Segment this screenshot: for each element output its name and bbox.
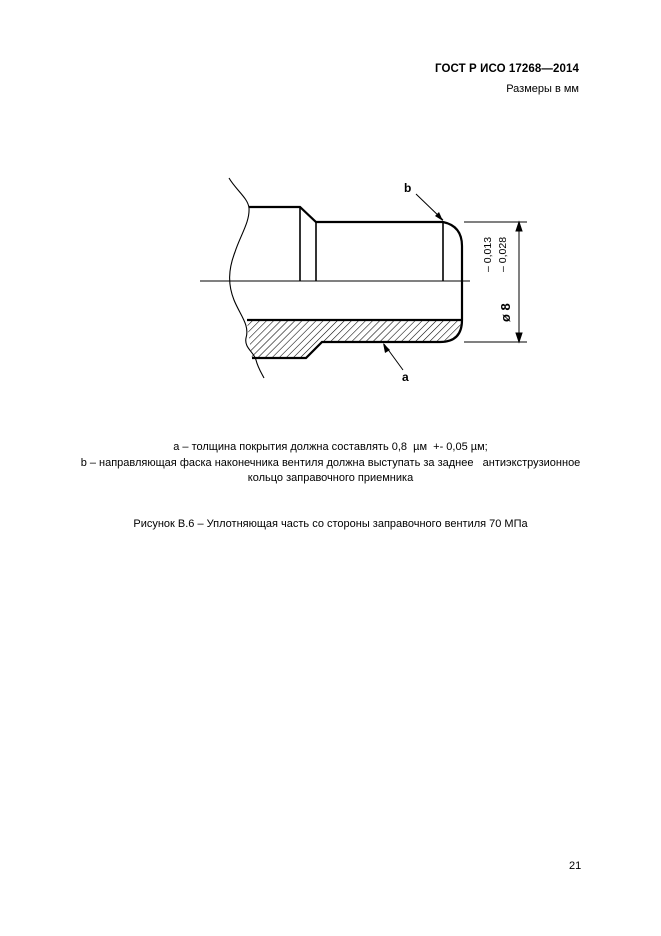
diameter-dimension	[498, 303, 513, 322]
coating-hatch-region	[247, 320, 462, 358]
note-b-line1: b – направляющая фаска наконечника вентиля должна выступать за заднее антиэкструзионное	[80, 456, 581, 469]
label-b: b	[404, 181, 412, 195]
figure-notes	[0, 440, 661, 487]
dimension-lines	[464, 222, 527, 342]
note-a: a – толщина покрытия должна составлять 0,8 µм +- 0,05 µм;	[173, 441, 488, 453]
note-b-line2: кольцо заправочного приемника	[247, 472, 414, 484]
lower-deviation	[497, 237, 509, 272]
diameter-nominal: ø 8	[498, 303, 513, 322]
label-a: a	[402, 370, 409, 384]
svg-text:– 0,013: – 0,013	[482, 236, 494, 272]
page-number: 21	[569, 860, 582, 872]
units-note: Размеры в мм	[506, 83, 579, 95]
svg-text:– 0,028: – 0,028	[497, 236, 509, 272]
technical-drawing	[0, 0, 661, 420]
upper-deviation	[482, 237, 494, 272]
leader-a	[383, 343, 409, 384]
figure-caption: Рисунок В.6 – Уплотняющая часть со стороны заправочного вентиля 70 МПа	[133, 518, 528, 530]
standard-code: ГОСТ Р ИСО 17268—2014	[434, 63, 579, 75]
leader-b	[404, 181, 443, 221]
